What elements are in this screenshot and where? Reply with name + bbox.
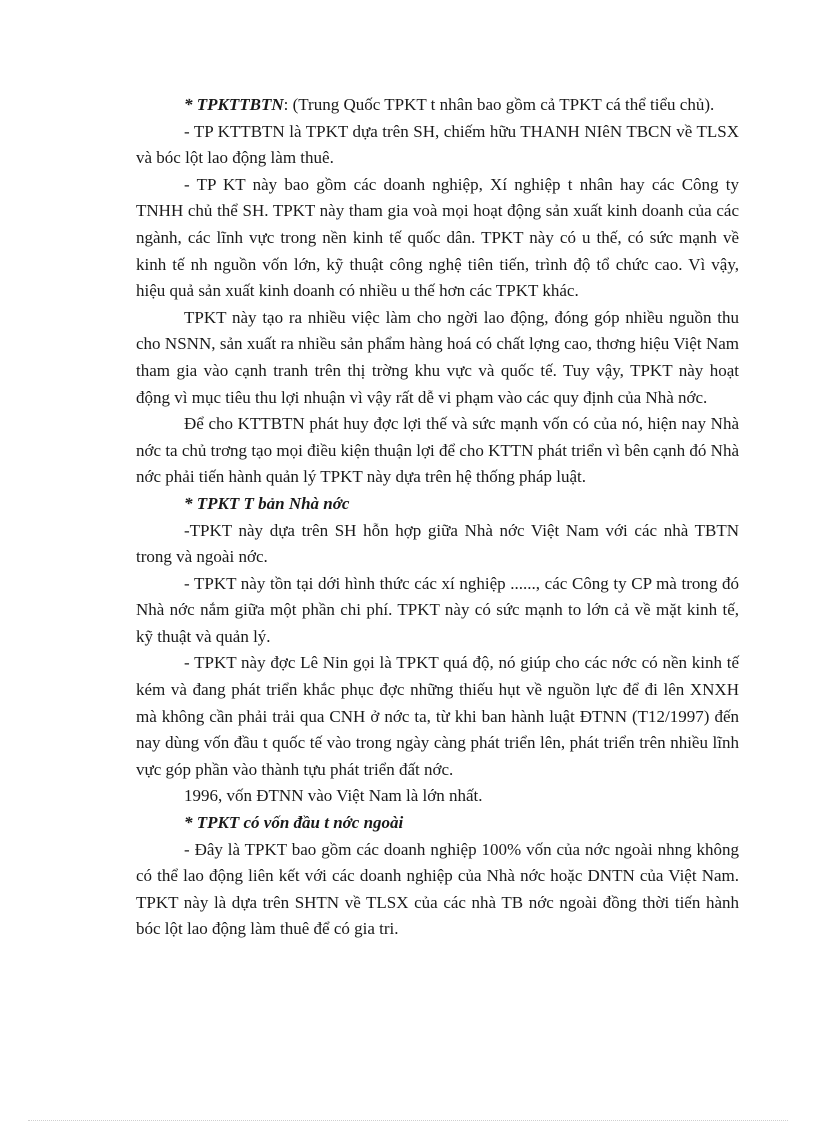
paragraph: - TPKT này đợc Lê Nin gọi là TPKT quá độ, nó giúp cho các nớc có nền kinh tế kém và đang phát triển khắc phục đợc những thiếu hụt về nguồn lực để đi lên XNXH mà không cần phải trải qua CNH ở nớc ta, từ khi ban hành luật ĐTNN (T12/1997) đến nay dùng vốn đầu t quốc tế vào trong ngày càng phát triển lên, phát triển trên nhiều lĩnh vực góp phần vào thành tựu phát triển đất nớc. [136,653,739,779]
heading-tpkt-tu-ban-nha-nuoc: * TPKT T bản Nhà nớc [184,493,350,513]
heading-tpkt-von-nuoc-ngoai: * TPKT có vốn đầu t nớc ngoài [184,813,404,833]
heading-rest: : (Trung Quốc TPKT t nhân bao gồm cả TPKT cá thể tiểu chủ). [283,95,715,114]
paragraph: - Đây là TPKT bao gồm các doanh nghiệp 100% vốn của nớc ngoài nhng không có thể lao động liên kết với các doanh nghiệp của Nhà nớc hoặc DNTN của Việt Nam. TPKT này là dựa trên SHTN về TLSX của các nhà TB nớc ngoài đồng thời tiến hành bóc lột lao động làm thuê để có gia tri. [136,839,739,939]
paragraph: TPKT này tạo ra nhiều việc làm cho ngời lao động, đóng góp nhiều nguồn thu cho NSNN, sản xuất ra nhiều sản phẩm hàng hoá có chất lợng cao, thơng hiệu Việt Nam tham gia vào cạnh tranh trên thị trờng khu vực và quốc tế. Tuy vậy, TPKT này hoạt động vì mục tiêu thu lợi nhuận vì vậy rất dễ vi phạm vào các quy định của Nhà nớc. [136,307,739,407]
paragraph: - TPKT này tồn tại dới hình thức các xí nghiệp ......, các Công ty CP mà trong đó Nhà nớc nắm giữa một phần chi phí. TPKT này có sức mạnh to lớn cả về mặt kinh tế, kỹ thuật và quản lý. [136,573,739,646]
document-page [136,92,739,943]
paragraph: -TPKT này dựa trên SH hỗn hợp giữa Nhà nớc Việt Nam với các nhà TBTN trong và ngoài nớc. [136,520,739,567]
paragraph: 1996, vốn ĐTNN vào Việt Nam là lớn nhất. [184,786,483,806]
paragraph: - TP KT này bao gồm các doanh nghiệp, Xí nghiệp t nhân hay các Công ty TNHH chủ thể SH. TPKT này tham gia voà mọi hoạt động sản xuất kinh doanh của các ngành, các lĩnh vực trong nền kinh tế quốc dân. TPKT này có u thế, có sức mạnh về kinh tế nh nguồn vốn lớn, kỹ thuật công nghệ tiên tiến, trình độ tổ chức cao. Vì vậy, hiệu quả sản xuất kinh doanh có nhiều u thế hơn các TPKT khác. [136,174,739,301]
paragraph: - TP KTTBTN là TPKT dựa trên SH, chiếm hữu THANH NIêN TBCN về TLSX và bóc lột lao động làm thuê. [136,121,739,168]
heading-tpkttbtn [136,92,739,119]
heading-label: * TPKTTBTN [184,95,284,114]
footer-divider [28,1120,788,1121]
paragraph: Để cho KTTBTN phát huy đợc lợi thế và sức mạnh vốn có của nó, hiện nay Nhà nớc ta chủ trơng tạo mọi điều kiện thuận lợi để cho KTTN phát triển vì bên cạnh đó Nhà nớc phải tiến hành quản lý TPKT này dựa trên hệ thống pháp luật. [136,414,739,487]
